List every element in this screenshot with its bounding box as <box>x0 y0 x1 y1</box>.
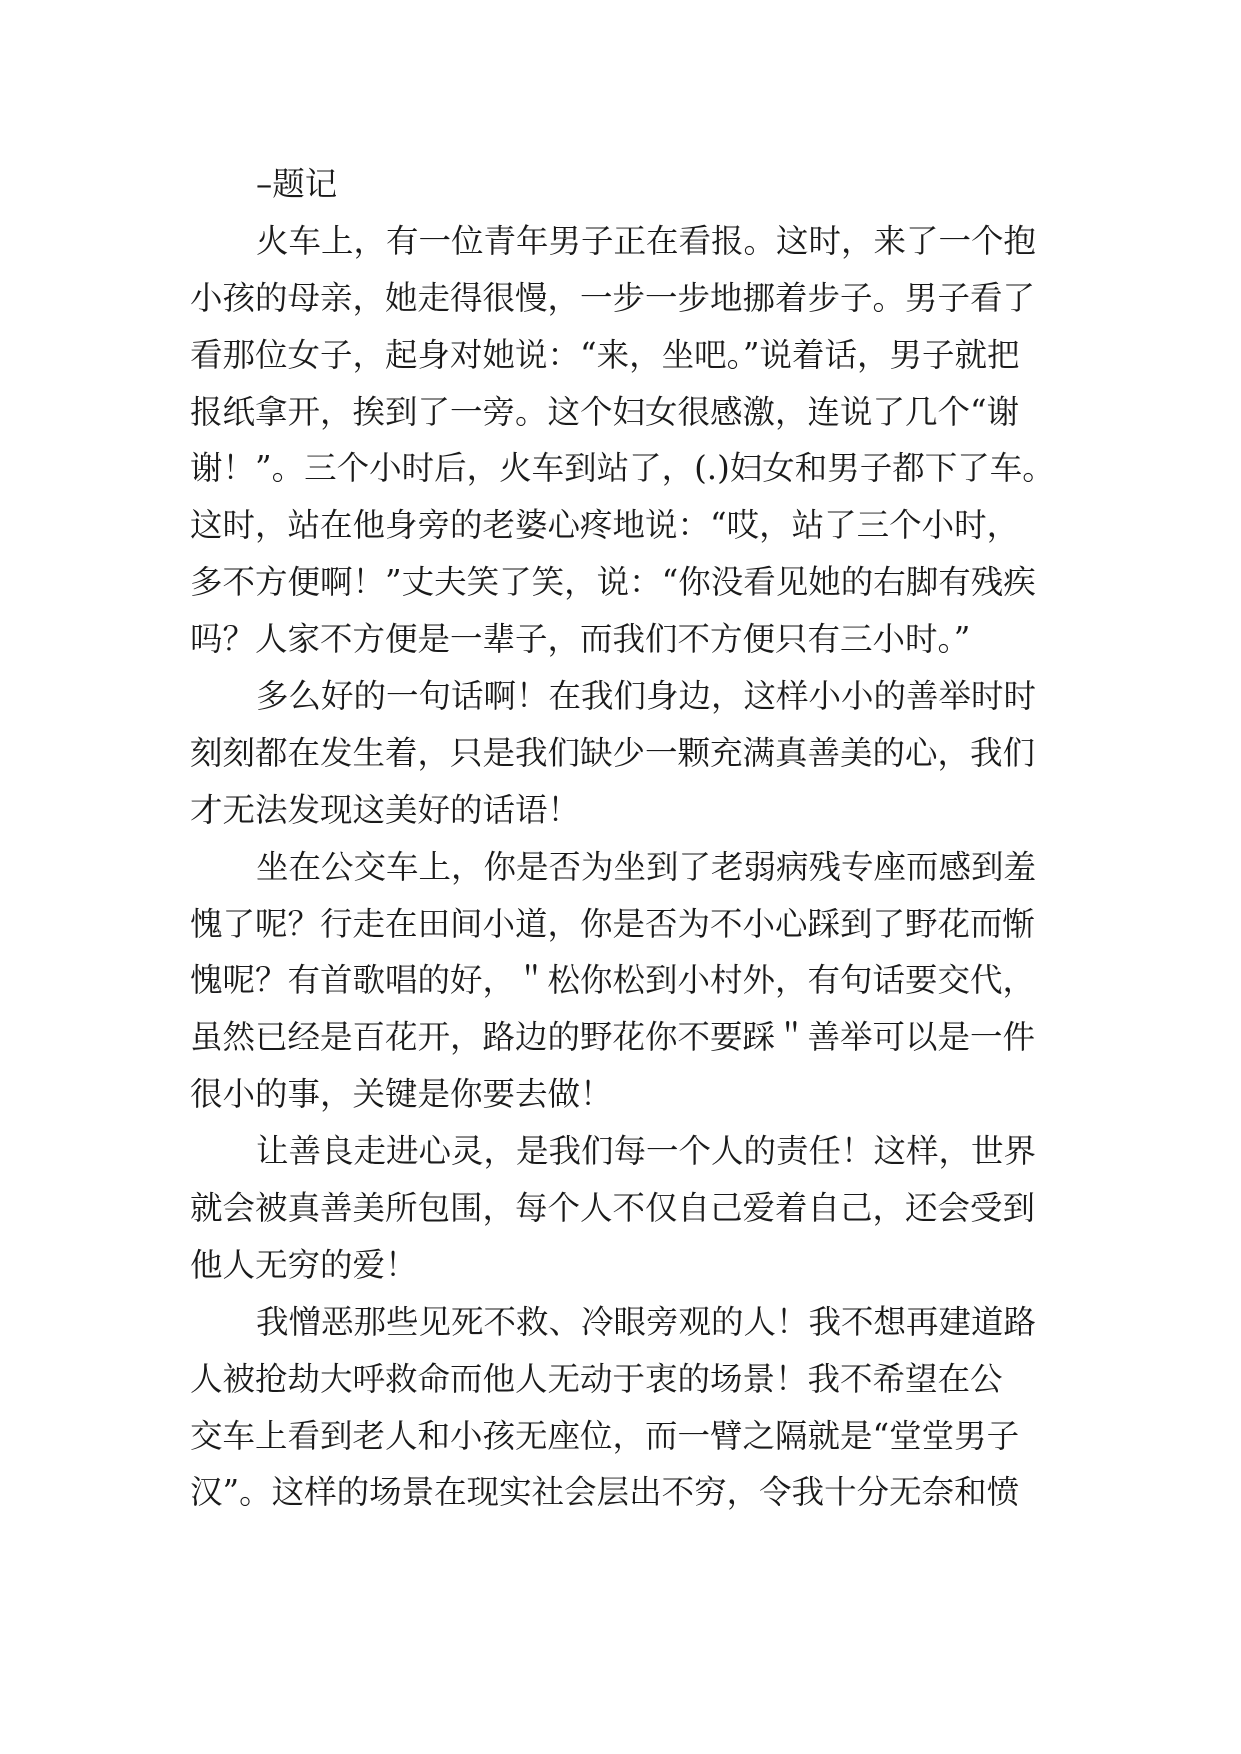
text-line: 汉”。这样的场景在现实社会层出不穷，令我十分无奈和愤 <box>190 1473 1020 1512</box>
text-line: 吗？人家不方便是一辈子，而我们不方便只有三小时。” <box>190 620 971 659</box>
text-line: 报纸拿开，挨到了一旁。这个妇女很感激，连说了几个“谢 <box>190 392 1020 431</box>
text-line: 愧了呢？行走在田间小道，你是否为不小心踩到了野花而惭 <box>190 904 1036 943</box>
text-line: 火车上，有一位青年男子正在看报。这时，来了一个抱 <box>256 221 1037 260</box>
text-line: 交车上看到老人和小孩无座位，而一臂之隔就是“堂堂男子 <box>190 1416 1020 1455</box>
text-line: 多么好的一句话啊！在我们身边，这样小小的善举时时 <box>256 677 1037 716</box>
text-line: –题记 <box>256 165 338 203</box>
text-line: 让善良走进心灵，是我们每一个人的责任！这样，世界 <box>256 1132 1037 1171</box>
text-line: 坐在公交车上，你是否为坐到了老弱病残专座而感到羞 <box>256 847 1037 886</box>
text-line: 谢！”。三个小时后，火车到站了，(.)妇女和男子都下了车。 <box>190 449 1055 488</box>
text-line: 虽然已经是百花开，路边的野花你不要踩＂善举可以是一件 <box>190 1018 1036 1057</box>
text-line: 才无法发现这美好的话语！ <box>190 790 581 829</box>
text-line: 他人无穷的爱！ <box>190 1245 418 1284</box>
text-line: 小孩的母亲，她走得很慢，一步一步地挪着步子。男子看了 <box>190 278 1036 317</box>
text-line: 愧呢？有首歌唱的好，＂松你松到小村外，有句话要交代， <box>190 961 1036 1000</box>
body-text <box>190 156 1070 1521</box>
text-line: 就会被真善美所包围，每个人不仅自己爱着自己，还会受到 <box>190 1189 1036 1228</box>
text-line: 这时，站在他身旁的老婆心疼地说：“哎，站了三个小时， <box>190 506 1020 545</box>
text-line: 人被抢劫大呼救命而他人无动于衷的场景！我不希望在公 <box>190 1359 1003 1398</box>
text-line: 刻刻都在发生着，只是我们缺少一颗充满真善美的心，我们 <box>190 733 1036 772</box>
text-line: 看那位女子，起身对她说：“来，坐吧。”说着话，男子就把 <box>190 335 1020 374</box>
text-line: 我憎恶那些见死不救、冷眼旁观的人！我不想再建道路 <box>256 1302 1037 1341</box>
text-line: 多不方便啊！”丈夫笑了笑，说：“你没看见她的右脚有残疾 <box>190 563 1036 602</box>
text-line: 很小的事，关键是你要去做！ <box>190 1075 613 1114</box>
